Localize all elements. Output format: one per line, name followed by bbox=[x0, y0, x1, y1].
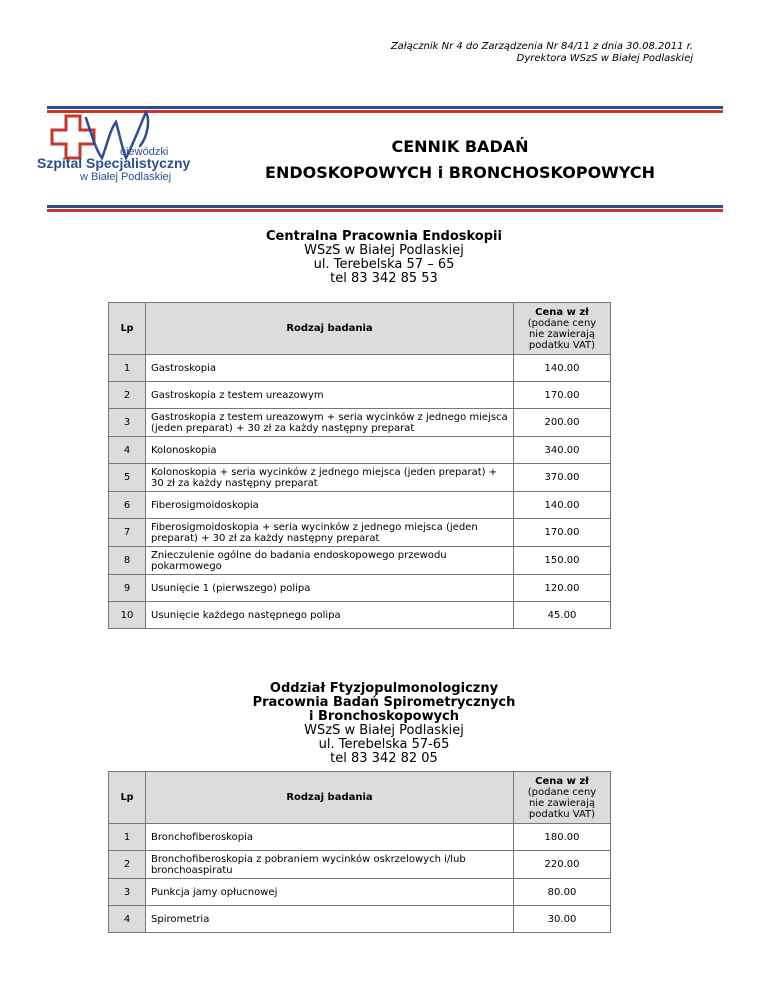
row-lp: 1 bbox=[109, 355, 146, 382]
row-lp: 8 bbox=[109, 547, 146, 575]
section1-header bbox=[0, 230, 768, 286]
row-description: Znieczulenie ogólne do badania endoskopowego przewodu pokarmowego bbox=[146, 547, 514, 575]
row-price: 150.00 bbox=[514, 547, 611, 575]
table-row bbox=[109, 824, 611, 851]
table-row bbox=[109, 851, 611, 879]
section1-price-table bbox=[108, 302, 611, 629]
row-description: Gastroskopia bbox=[146, 355, 514, 382]
table-row bbox=[109, 464, 611, 492]
col-price-note: (podane ceny nie zawierają podatku VAT) bbox=[527, 786, 597, 820]
row-lp: 4 bbox=[109, 437, 146, 464]
col-lp-header: Lp bbox=[109, 303, 146, 355]
section2-rows bbox=[109, 824, 611, 933]
row-price: 200.00 bbox=[514, 409, 611, 437]
table-row bbox=[109, 492, 611, 519]
row-lp: 10 bbox=[109, 602, 146, 629]
section2-institution: WSzS w Białej Podlaskiej bbox=[304, 723, 464, 738]
row-description: Fiberosigmoidoskopia bbox=[146, 492, 514, 519]
row-lp: 3 bbox=[109, 879, 146, 906]
row-description: Bronchofiberoskopia z pobraniem wycinków oskrzelowych i/lub bronchoaspiratu bbox=[146, 851, 514, 879]
row-lp: 2 bbox=[109, 382, 146, 409]
row-description: Gastroskopia z testem ureazowym bbox=[146, 382, 514, 409]
col-price-header bbox=[514, 772, 611, 824]
page-title-line2: ENDOSKOPOWYCH i BRONCHOSKOPOWYCH bbox=[265, 163, 655, 182]
row-description: Gastroskopia z testem ureazowym + seria wycinków z jednego miejsca (jeden preparat) + 30 zł za każdy następny preparat bbox=[146, 409, 514, 437]
logo-text-line3: w Białej Podlaskiej bbox=[80, 171, 172, 183]
table-row bbox=[109, 879, 611, 906]
row-description: Bronchofiberoskopia bbox=[146, 824, 514, 851]
row-lp: 2 bbox=[109, 851, 146, 879]
row-price: 220.00 bbox=[514, 851, 611, 879]
table-row bbox=[109, 382, 611, 409]
table-header-row bbox=[109, 303, 611, 355]
row-description: Spirometria bbox=[146, 906, 514, 933]
col-price-note: (podane ceny nie zawierają podatku VAT) bbox=[527, 317, 597, 351]
row-price: 170.00 bbox=[514, 519, 611, 547]
row-price: 370.00 bbox=[514, 464, 611, 492]
table-row bbox=[109, 547, 611, 575]
row-price: 140.00 bbox=[514, 492, 611, 519]
row-lp: 3 bbox=[109, 409, 146, 437]
row-description: Punkcja jamy opłucnowej bbox=[146, 879, 514, 906]
logo-text-line2: Szpital Specjalistyczny bbox=[37, 155, 191, 171]
table-row bbox=[109, 602, 611, 629]
annex-line-2: Dyrektora WSzS w Białej Podlaskiej bbox=[516, 53, 693, 64]
row-lp: 9 bbox=[109, 575, 146, 602]
row-lp: 1 bbox=[109, 824, 146, 851]
row-price: 170.00 bbox=[514, 382, 611, 409]
col-price-header bbox=[514, 303, 611, 355]
table-row bbox=[109, 519, 611, 547]
row-price: 340.00 bbox=[514, 437, 611, 464]
table-row bbox=[109, 906, 611, 933]
table-row bbox=[109, 575, 611, 602]
col-lp-header: Lp bbox=[109, 772, 146, 824]
col-desc-header: Rodzaj badania bbox=[146, 303, 514, 355]
row-price: 180.00 bbox=[514, 824, 611, 851]
section2-name-line2: Pracownia Badań Spirometrycznych bbox=[252, 695, 516, 710]
row-price: 45.00 bbox=[514, 602, 611, 629]
section1-phone: tel 83 342 85 53 bbox=[330, 271, 438, 286]
section2-phone: tel 83 342 82 05 bbox=[330, 751, 438, 766]
row-lp: 6 bbox=[109, 492, 146, 519]
row-description: Fiberosigmoidoskopia + seria wycinków z jednego miejsca (jeden preparat) + 30 zł za każdy następny preparat bbox=[146, 519, 514, 547]
row-price: 80.00 bbox=[514, 879, 611, 906]
section1-name: Centralna Pracownia Endoskopii bbox=[266, 229, 502, 244]
row-description: Usunięcie 1 (pierwszego) polipa bbox=[146, 575, 514, 602]
header-bottom-rule bbox=[47, 205, 723, 212]
col-desc-header: Rodzaj badania bbox=[146, 772, 514, 824]
table-row bbox=[109, 409, 611, 437]
section1-institution: WSzS w Białej Podlaskiej bbox=[304, 243, 464, 258]
row-price: 140.00 bbox=[514, 355, 611, 382]
section2-price-table bbox=[108, 771, 611, 933]
col-price-title: Cena w zł bbox=[535, 306, 589, 318]
row-description: Kolonoskopia bbox=[146, 437, 514, 464]
section2-address: ul. Terebelska 57-65 bbox=[318, 737, 450, 752]
section1-rows bbox=[109, 355, 611, 629]
annex-line-1: Załącznik Nr 4 do Zarządzenia Nr 84/11 z dnia 30.08.2011 r. bbox=[390, 41, 693, 52]
page-title-line1: CENNIK BADAŃ bbox=[391, 137, 529, 156]
row-price: 30.00 bbox=[514, 906, 611, 933]
section2-header bbox=[0, 682, 768, 766]
table-header-row bbox=[109, 772, 611, 824]
row-lp: 5 bbox=[109, 464, 146, 492]
table-row bbox=[109, 437, 611, 464]
logo-text-line1: ojewódzki bbox=[120, 146, 169, 158]
row-price: 120.00 bbox=[514, 575, 611, 602]
col-price-title: Cena w zł bbox=[535, 775, 589, 787]
row-lp: 4 bbox=[109, 906, 146, 933]
section2-name-line3: i Bronchoskopowych bbox=[308, 709, 460, 724]
annex-note bbox=[273, 41, 693, 65]
section2-name-line1: Oddział Ftyzjopulmonologiczny bbox=[269, 681, 499, 696]
row-description: Usunięcie każdego następnego polipa bbox=[146, 602, 514, 629]
row-lp: 7 bbox=[109, 519, 146, 547]
section1-address: ul. Terebelska 57 – 65 bbox=[313, 257, 455, 272]
table-row bbox=[109, 355, 611, 382]
row-description: Kolonoskopia + seria wycinków z jednego miejsca (jeden preparat) + 30 zł za każdy następny preparat bbox=[146, 464, 514, 492]
